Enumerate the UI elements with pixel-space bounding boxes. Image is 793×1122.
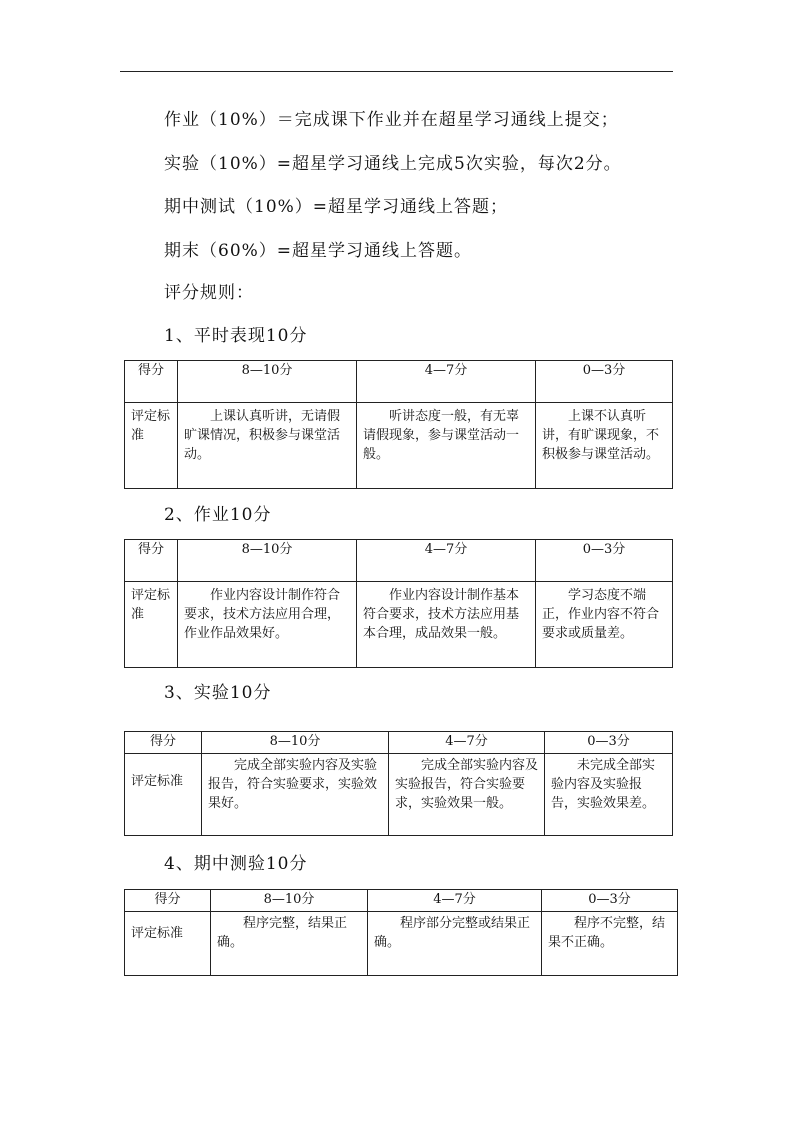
header-mid: 4—7分 bbox=[357, 540, 536, 582]
criteria-low: 上课不认真听讲，有旷课现象，不积极参与课堂活动。 bbox=[536, 403, 673, 489]
section-title: 2、作业10分 bbox=[164, 505, 272, 525]
intro-line-final: 期末（60%）=超星学习通线上答题。 bbox=[164, 241, 473, 261]
header-low: 0—3分 bbox=[536, 361, 673, 403]
score-label: 得分 bbox=[125, 732, 202, 754]
intro-line-homework: 作业（10%）＝完成课下作业并在超星学习通线上提交； bbox=[164, 110, 619, 130]
intro-line-experiment: 实验（10%）=超星学习通线上完成5次实验，每次2分。 bbox=[164, 154, 622, 174]
score-label-cell bbox=[125, 361, 178, 403]
criteria-high: 作业内容设计制作符合要求，技术方法应用合理，作业作品效果好。 bbox=[178, 582, 357, 668]
header-low: 0—3分 bbox=[545, 732, 673, 754]
header-mid: 4—7分 bbox=[368, 890, 542, 912]
header-high: 8—10分 bbox=[202, 732, 389, 754]
score-table bbox=[124, 889, 678, 976]
header-high: 8—10分 bbox=[178, 540, 357, 582]
criteria-mid: 程序部分完整或结果正确。 bbox=[368, 912, 542, 976]
header-high: 8—10分 bbox=[211, 890, 368, 912]
header-low: 0—3分 bbox=[536, 540, 673, 582]
header-high: 8—10分 bbox=[178, 361, 357, 403]
section-title: 4、期中测验10分 bbox=[164, 854, 308, 874]
score-label: 得分 bbox=[137, 363, 164, 378]
criteria-low: 学习态度不端正，作业内容不符合要求或质量差。 bbox=[536, 582, 673, 668]
header-rule bbox=[120, 71, 673, 72]
score-label: 得分 bbox=[125, 540, 178, 582]
header-low: 0—3分 bbox=[542, 890, 678, 912]
row-label: 评定标准 bbox=[125, 912, 211, 976]
row-label: 评定标准 bbox=[125, 403, 178, 489]
criteria-mid: 完成全部实验内容及实验报告，符合实验要求，实验效果一般。 bbox=[389, 754, 545, 836]
row-label: 评定标准 bbox=[125, 582, 178, 668]
criteria-mid: 作业内容设计制作基本符合要求，技术方法应用基本合理，成品效果一般。 bbox=[357, 582, 536, 668]
criteria-high: 上课认真听讲，无请假旷课情况，积极参与课堂活动。 bbox=[178, 403, 357, 489]
score-table bbox=[124, 360, 673, 489]
criteria-low: 未完成全部实验内容及实验报告，实验效果差。 bbox=[545, 754, 673, 836]
header-mid: 4—7分 bbox=[389, 732, 545, 754]
criteria-high: 程序完整，结果正确。 bbox=[211, 912, 368, 976]
section-title: 1、平时表现10分 bbox=[164, 326, 308, 346]
section-title: 3、实验10分 bbox=[164, 683, 272, 703]
intro-line-rules-heading: 评分规则： bbox=[164, 283, 254, 303]
header-mid: 4—7分 bbox=[357, 361, 536, 403]
intro-line-midterm: 期中测试（10%）=超星学习通线上答题； bbox=[164, 197, 509, 217]
criteria-mid: 听讲态度一般，有无辜请假现象，参与课堂活动一般。 bbox=[357, 403, 536, 489]
score-table bbox=[124, 731, 673, 836]
row-label: 评定标准 bbox=[125, 754, 202, 836]
score-label: 得分 bbox=[125, 890, 211, 912]
criteria-high: 完成全部实验内容及实验报告，符合实验要求，实验效果好。 bbox=[202, 754, 389, 836]
score-table bbox=[124, 539, 673, 668]
criteria-low: 程序不完整，结果不正确。 bbox=[542, 912, 678, 976]
